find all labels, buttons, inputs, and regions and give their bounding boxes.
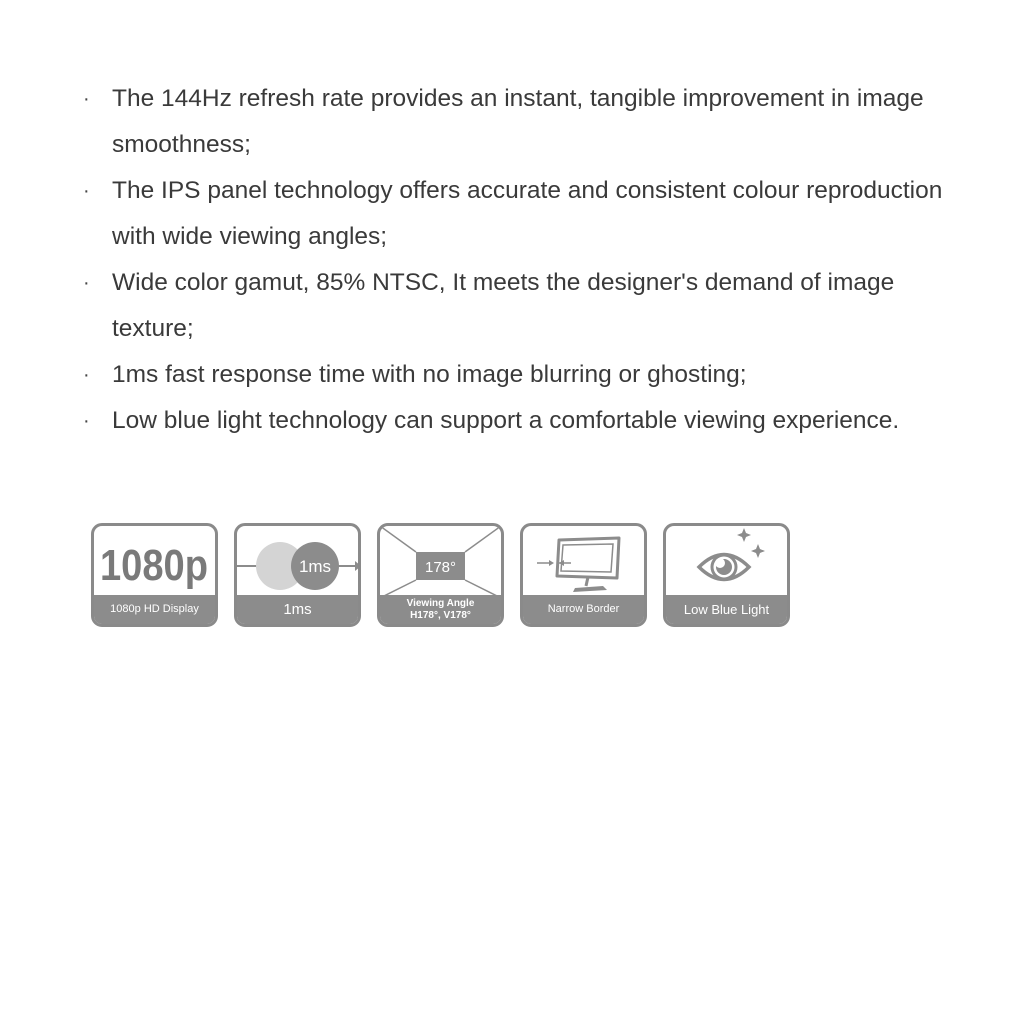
badge-label: Low Blue Light [666, 595, 787, 624]
viewing-angle-icon [380, 526, 501, 598]
response-icon-text: 1ms [298, 557, 332, 576]
feature-item [80, 398, 960, 444]
badge-label [380, 595, 501, 624]
badge-1ms [234, 523, 361, 627]
badge-low-blue-light [663, 523, 790, 627]
badge-label: 1080p HD Display [94, 595, 215, 624]
feature-text: The IPS panel technology offers accurate and consistent colour reproduction with wide viewing angles; [112, 177, 943, 250]
badge-narrow-border [520, 523, 647, 627]
resolution-icon [94, 526, 215, 598]
badge-viewing-angle [377, 523, 504, 627]
bullet-icon: · [83, 180, 90, 202]
badge-label: Narrow Border [523, 595, 644, 624]
badge-1080p [91, 523, 218, 627]
bullet-icon: · [83, 364, 90, 386]
viewing-angle-icon-text: 178° [424, 559, 457, 576]
bullet-icon: · [83, 272, 90, 294]
badge-label-line: Viewing Angle [406, 597, 475, 609]
feature-item [80, 76, 960, 168]
bullet-icon: · [83, 410, 90, 432]
response-time-icon [237, 526, 358, 598]
bullet-icon: · [83, 88, 90, 110]
badge-label-line: H178°, V178° [410, 609, 471, 621]
eye-icon [666, 526, 787, 598]
feature-item [80, 168, 960, 260]
feature-text: Low blue light technology can support a comfortable viewing experience. [112, 407, 900, 434]
resolution-icon-text: 1080p [100, 541, 208, 590]
feature-item [80, 260, 960, 352]
feature-text: The 144Hz refresh rate provides an instant, tangible improvement in image smoothness; [112, 85, 924, 158]
badge-label: 1ms [237, 595, 358, 624]
feature-item [80, 352, 960, 398]
feature-text: 1ms fast response time with no image blurring or ghosting; [112, 361, 747, 388]
sparkle-icon [737, 528, 751, 542]
narrow-border-icon [523, 526, 644, 598]
sparkle-icon [751, 544, 765, 558]
feature-badges [91, 523, 790, 627]
feature-text: Wide color gamut, 85% NTSC, It meets the designer's demand of image texture; [112, 269, 895, 342]
feature-list [80, 76, 960, 444]
